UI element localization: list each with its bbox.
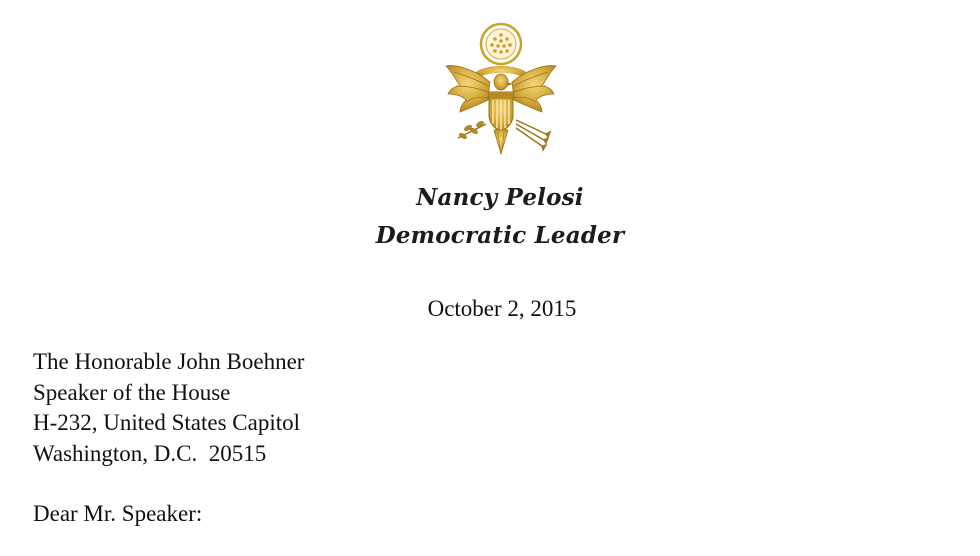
letter-date: October 2, 2015 [427,296,577,321]
letterhead-title: Democratic Leader [375,222,625,249]
salutation: Dear Mr. Speaker: [33,501,203,526]
address-line: H-232, United States Capitol [33,410,301,435]
address-line: Speaker of the House [33,379,231,405]
great-seal-eagle-icon [438,20,564,162]
recipient-address [33,347,304,469]
address-line: The Honorable John Boehner [33,349,305,374]
letterhead-name: Nancy Pelosi [416,184,584,211]
address-line: Washington, D.C. 20515 [33,440,267,466]
